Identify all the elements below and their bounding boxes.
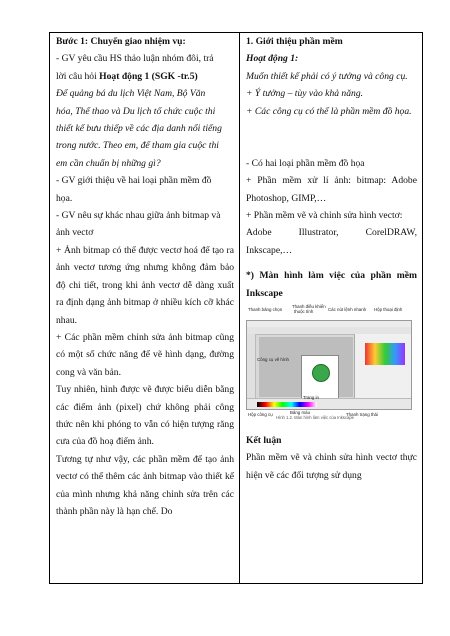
activity-ref: Hoạt động 1 (SGK -tr.5) [99, 70, 198, 82]
figure-label: Trang in [303, 395, 319, 401]
figure-label: Các nút lệnh nhanh [328, 307, 367, 313]
text: lời câu hỏi [56, 70, 100, 82]
spacer [246, 120, 417, 137]
canvas-image [259, 337, 353, 397]
question-line: thiết kế bưu thiếp về các địa danh nổi tiếng [56, 123, 222, 135]
section-heading: Kết luận [246, 435, 282, 447]
section-heading: 1. Giới thiệu phần mềm [246, 36, 343, 47]
figure-label: Thanh trạng thái [346, 412, 378, 418]
figure-label: Thanh bảng chọn [248, 307, 283, 313]
color-swatch-image [365, 343, 405, 365]
spacer [246, 259, 417, 267]
paragraph: họa. [56, 192, 73, 204]
step-title: Bước 1: Chuyển giao nhiệm vụ: [56, 36, 186, 47]
paragraph: Phần mềm vẽ và chỉnh sửa hình vectơ thực hiện vẽ các đối tượng sử dụng [246, 452, 417, 481]
inkscape-screenshot-figure [246, 304, 412, 426]
software-name: CorelDRAW, [365, 227, 417, 239]
paragraph: + Ảnh bitmap có thể được vectơ hoá để tạo ra ảnh vectơ tương ứng nhưng không đảm bảo độ chi tiết, trong khi ảnh vectơ dễ dàng xuất ra định dạng ảnh bitmap ở nhiều kích cỡ khác nhau. [56, 244, 234, 326]
paragraph [246, 224, 417, 241]
paragraph: + Phần mềm xử lí ảnh: bitmap: Adobe Photoshop, GIMP,… [246, 175, 417, 204]
figure-label: thuộc tính [294, 309, 314, 315]
paragraph: ảnh vectơ [56, 227, 94, 239]
section-heading: *) Màn hình làm việc của phần mềm Inkscape [246, 270, 417, 299]
spacer [246, 137, 417, 154]
column-divider [239, 33, 240, 583]
teacher-activity-column [56, 33, 234, 520]
circle-shape [312, 364, 330, 382]
app-window-image [246, 320, 412, 410]
paragraph: Tương tự như vậy, các phần mềm để tạo ảnh vectơ có thể thêm các ảnh bitmap vào thiết kế của mình nhưng khả năng chỉnh sửa trên các thành phần này là hạn chế. Do [56, 453, 234, 517]
figure-label: Công cụ vẽ hình [257, 357, 289, 363]
paragraph: + Các phần mềm chỉnh sửa ảnh bitmap cũng có một số chức năng để vẽ hình dạng, đường cong và văn bản. [56, 331, 234, 378]
question-line: em cần chuẩn bị những gì? [56, 157, 161, 169]
status-bar-image [247, 398, 411, 409]
paragraph: + Các công cụ có thể là phần mềm đồ họa. [246, 105, 412, 117]
question-line: trong nước. Theo em, để tham gia cuộc thi [56, 140, 219, 152]
paragraph: - Có hai loại phần mềm đồ họa [246, 157, 365, 169]
figure-caption: Hình 1.2. Màn hình làm việc của Inkscape [276, 414, 354, 420]
paragraph: - GV yêu cầu HS thảo luận nhóm đôi, trả [56, 53, 214, 65]
software-name: Adobe [246, 227, 272, 239]
palette-image [257, 402, 317, 407]
paragraph: Tuy nhiên, hình được vẽ được biểu diễn bằng các điểm ảnh (pixel) chứ không phải công thức nên khi phóng to vẫn có hiện tượng răng cưa của đồ hoạ điểm ảnh. [56, 384, 234, 448]
paragraph [56, 68, 234, 85]
paragraph: Inkscape,… [246, 244, 293, 256]
figure-label: Hộp công cụ [248, 412, 273, 418]
paragraph: Muốn thiết kế phải có ý tưởng và công cụ. [246, 70, 408, 82]
question-line: hóa, Thể thao và Du lịch tổ chức cuộc thi [56, 105, 216, 117]
paragraph: - GV giới thiệu về hai loại phần mềm đồ [56, 175, 212, 187]
toolbox-image [247, 334, 256, 400]
figure-label: Thanh điều khiển [292, 304, 326, 310]
figure-label: Bảng màu [290, 410, 311, 416]
question-line: Để quảng bá du lịch Việt Nam, Bộ Văn [56, 88, 206, 100]
student-product-column [246, 33, 417, 484]
software-name: Illustrator, [298, 227, 339, 239]
figure-label: Hộp thoại định [374, 307, 403, 313]
paragraph: + Ý tưởng – tùy vào khả năng. [246, 88, 364, 100]
activity-heading: Hoạt động 1: [246, 53, 299, 65]
paragraph: - GV nêu sự khác nhau giữa ảnh bitmap và [56, 210, 221, 222]
lesson-table [49, 32, 423, 584]
paragraph: + Phần mềm vẽ và chỉnh sửa hình vectơ: [246, 210, 403, 222]
